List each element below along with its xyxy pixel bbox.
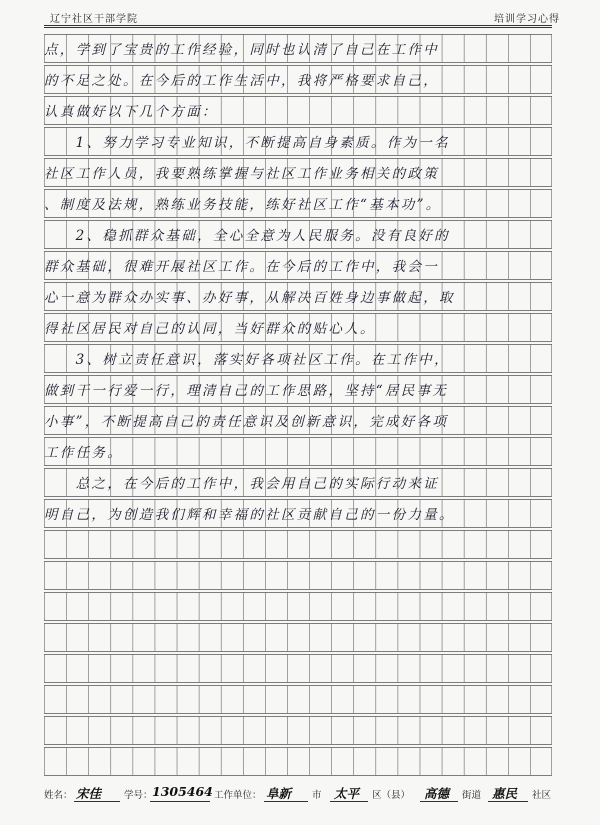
city-label: 市	[312, 790, 322, 801]
body-line-2: 的不足之处。在今后的工作生活中，我将严格要求自己，	[44, 73, 439, 89]
body-line-3: 认真做好以下几个方面：	[44, 104, 218, 120]
body-line-11: 3、树立责任意识，落实好各项社区工作。在工作中，	[44, 352, 450, 368]
header-rule	[44, 25, 552, 26]
body-line-12: 做到干一行爱一行，理清自己的工作思路，坚持“居民事无	[44, 383, 449, 399]
district-label: 区（县）	[372, 790, 411, 801]
name-underline	[74, 801, 120, 802]
city-value: 阜新	[266, 786, 292, 801]
body-line-15: 总之，在今后的工作中，我会用自己的实际行动来证	[44, 476, 439, 492]
body-line-13: 小事”，不断提高自己的责任意识及创新意识，完成好各项	[44, 414, 449, 430]
body-line-4: 1、努力学习专业知识，不断提高自身素质。作为一名	[44, 135, 450, 151]
name-value: 宋佳	[76, 786, 102, 801]
header-institution: 辽宁社区干部学院	[50, 14, 138, 25]
unit-label: 工作单位：	[214, 790, 262, 801]
district-underline	[330, 801, 368, 802]
body-line-8: 群众基础，很难开展社区工作。在今后的工作中，我会一	[44, 259, 439, 275]
body-line-5: 社区工作人员，我要熟练掌握与社区工作业务相关的政策	[44, 166, 439, 182]
body-line-6: 、制度及法规，熟练业务技能，练好社区工作“基本功”。	[44, 197, 442, 213]
body-line-14: 工作任务。	[44, 445, 123, 461]
id-underline	[150, 801, 210, 802]
community-label: 社区	[532, 790, 552, 801]
body-line-7: 2、稳抓群众基础，全心全意为人民服务。没有良好的	[44, 228, 450, 244]
street-label: 街道	[462, 790, 482, 801]
city-underline	[264, 801, 308, 802]
header-rule-2	[44, 27, 552, 28]
street-value: 高德	[424, 786, 450, 801]
header-document-type: 培训学习心得	[494, 14, 560, 25]
community-value: 惠民	[492, 786, 518, 801]
name-label: 姓名：	[44, 790, 73, 801]
body-line-16: 明自己，为创造我们辉和幸福的社区贡献自己的一份力量。	[44, 507, 455, 523]
id-label: 学号：	[124, 790, 153, 801]
body-line-10: 得社区居民对自己的认同，当好群众的贴心人。	[44, 321, 376, 337]
body-line-9: 心一意为群众办实事、办好事，从解决百姓身边事做起，取	[44, 290, 455, 306]
district-value: 太平	[334, 786, 360, 801]
street-underline	[420, 801, 458, 802]
body-line-1: 点，学到了宝贵的工作经验，同时也认清了自己在工作中	[44, 42, 439, 58]
community-underline	[488, 801, 528, 802]
id-value: 1305464	[152, 784, 213, 799]
student-info-footer	[44, 783, 554, 805]
